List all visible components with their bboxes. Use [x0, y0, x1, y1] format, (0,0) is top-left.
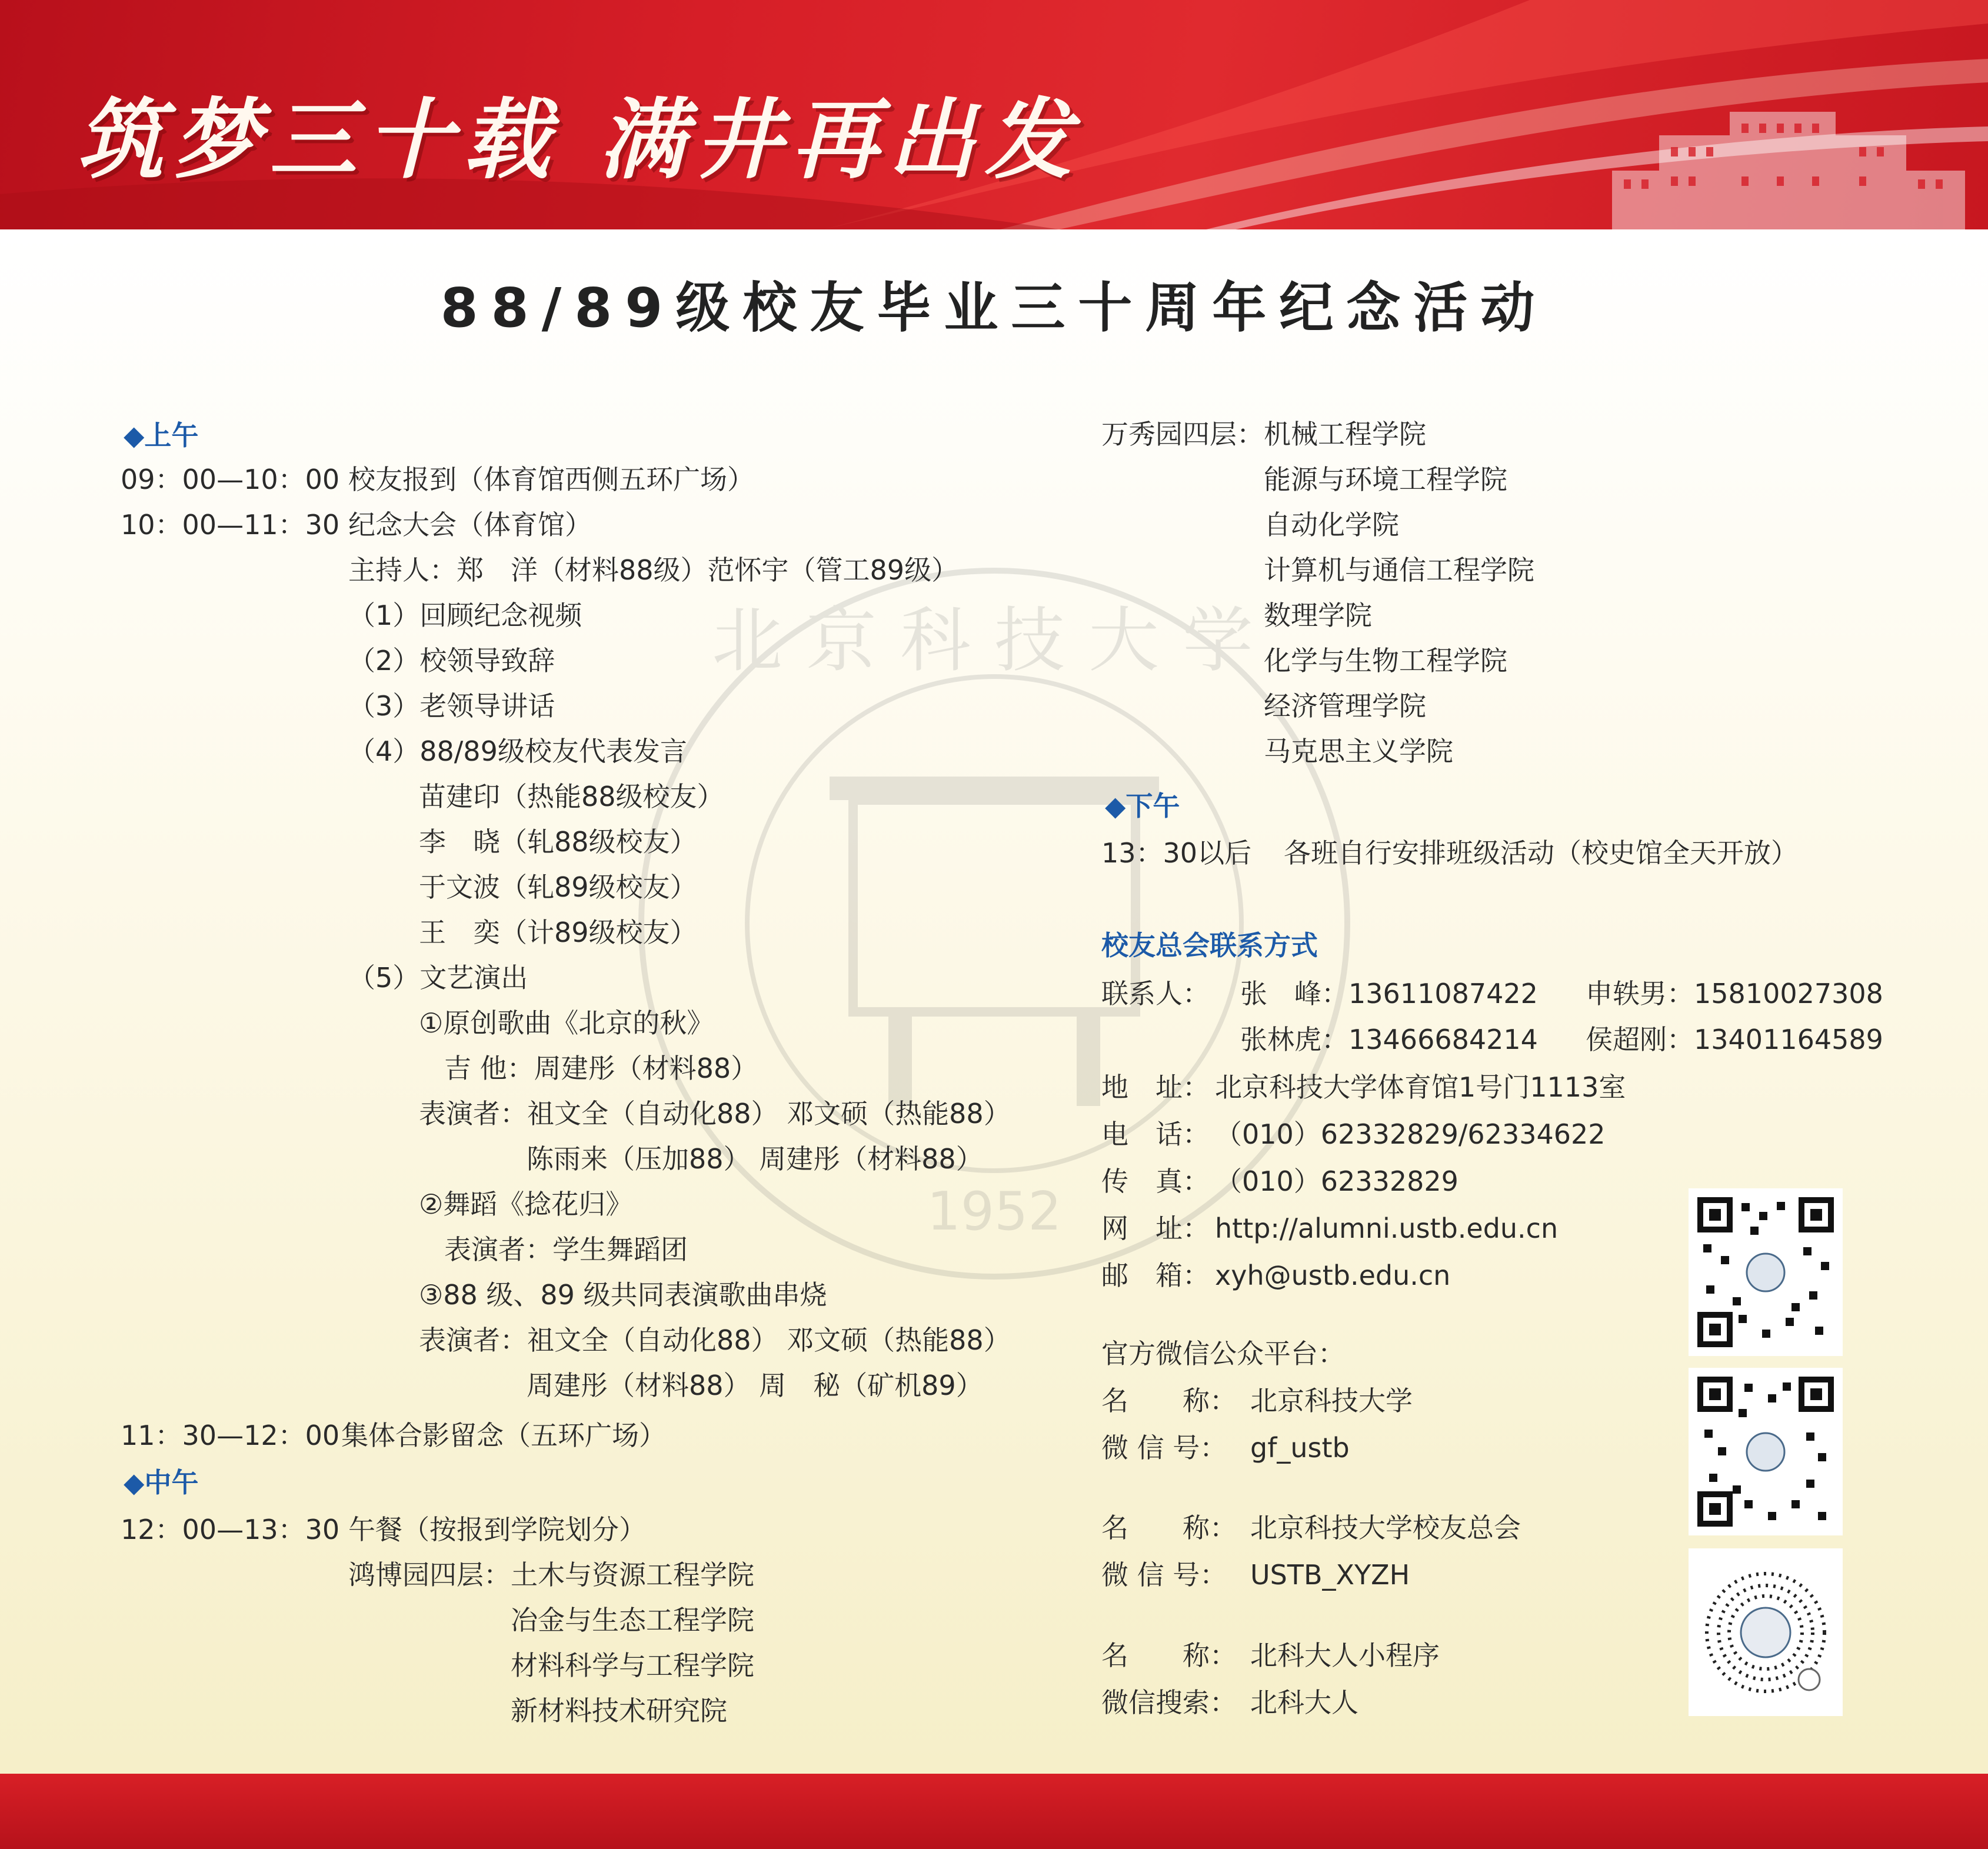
speaker-item: 李 晓（轧88级校友） [419, 826, 697, 858]
seal-text: 北京科技大学 [712, 600, 1277, 682]
show-item: 吉 他：周建彤（材料88） [444, 1052, 758, 1084]
contact-label: 电 话： [1101, 1118, 1210, 1150]
wechat-name-label: 名 称： [1101, 1385, 1237, 1417]
college-item: 经济管理学院 [1264, 690, 1426, 722]
schedule-time: 13：30以后 [1101, 837, 1252, 869]
contact-person: 申轶男：15810027308 [1586, 978, 1883, 1010]
college-item: 新材料技术研究院 [511, 1695, 727, 1727]
contact-person: 张 峰：13611087422 [1240, 978, 1538, 1010]
wechat-name: 北京科技大学校友总会 [1250, 1512, 1521, 1544]
wechat-name: 北科大人小程序 [1250, 1640, 1440, 1671]
speaker-item: 苗建印（热能88级校友） [419, 781, 724, 812]
contact-label: 联系人： [1101, 978, 1210, 1010]
show-item: 周建彤（材料88） 周 秘（矿机89） [527, 1370, 983, 1401]
contact-person: 侯超刚：13401164589 [1586, 1024, 1883, 1055]
college-item: 马克思主义学院 [1264, 735, 1453, 767]
contact-person: 张林虎：13466684214 [1240, 1024, 1538, 1055]
email-link[interactable]: xyh@ustb.edu.cn [1215, 1260, 1451, 1291]
program-item: （3）老领导讲话 [348, 690, 555, 722]
program-item: （1）回顾纪念视频 [348, 599, 582, 631]
college-item: 自动化学院 [1264, 509, 1399, 541]
wechat-id-label: 微 信 号： [1101, 1432, 1227, 1464]
college-item: 计算机与通信工程学院 [1264, 554, 1534, 586]
college-item: 化学与生物工程学院 [1264, 645, 1507, 677]
speaker-item: 王 奕（计89级校友） [419, 917, 697, 948]
qr-code-graphic [1697, 1197, 1834, 1347]
qr-code-icon[interactable] [1689, 1188, 1843, 1356]
wechat-id-label: 微 信 号： [1101, 1559, 1227, 1591]
schedule-time: 11：30—12：00 [121, 1420, 340, 1451]
contact-header: 校友总会联系方式 [1101, 930, 1318, 961]
college-item: 冶金与生态工程学院 [511, 1604, 754, 1636]
schedule-text: 校友报到（体育馆西侧五环广场） [348, 464, 754, 495]
footer-band [0, 1774, 1988, 1849]
show-item: 陈雨来（压加88） 周建彤（材料88） [527, 1143, 983, 1175]
schedule-text: 各班自行安排班级活动（校史馆全天开放） [1284, 837, 1798, 869]
college-item: 数理学院 [1264, 599, 1372, 631]
wechat-name: 北京科技大学 [1250, 1385, 1413, 1417]
fax-value: （010）62332829 [1215, 1165, 1458, 1197]
wechat-name-label: 名 称： [1101, 1512, 1237, 1544]
schedule-time: 10：00—11：30 [121, 509, 340, 541]
college-item: 材料科学与工程学院 [511, 1650, 754, 1681]
banner-slogan: 筑梦三十载 满井再出发 [76, 88, 1081, 191]
morning-header: ◆上午 [124, 419, 199, 451]
wechat-id: 北科大人 [1250, 1687, 1358, 1718]
wechat-id: gf_ustb [1250, 1432, 1350, 1464]
wechat-name-label: 名 称： [1101, 1640, 1237, 1671]
university-building-icon [1600, 100, 1977, 229]
speaker-item: 于文波（轧89级校友） [419, 871, 697, 903]
noon-header: ◆中午 [124, 1467, 199, 1498]
college-item: 土木与资源工程学院 [511, 1559, 754, 1591]
show-item: 表演者：学生舞蹈团 [444, 1234, 688, 1265]
wechat-id: USTB_XYZH [1250, 1559, 1410, 1591]
contact-label: 传 真： [1101, 1165, 1210, 1197]
address-value: 北京科技大学体育馆1号门1113室 [1215, 1071, 1626, 1103]
phone-value: （010）62332829/62334622 [1215, 1118, 1606, 1150]
header-banner [0, 0, 1988, 229]
qr-code-icon[interactable] [1689, 1368, 1843, 1535]
college-item: 能源与环境工程学院 [1264, 464, 1507, 495]
venue-label: 鸿博园四层： [348, 1559, 511, 1591]
program-item: （5）文艺演出 [348, 962, 528, 994]
show-item: ②舞蹈《捻花归》 [419, 1188, 633, 1220]
program-item: （4）88/89级校友代表发言 [348, 735, 687, 767]
mini-program-code-icon[interactable] [1689, 1548, 1843, 1716]
schedule-time: 12：00—13：30 [121, 1514, 340, 1545]
website-link[interactable]: http://alumni.ustb.edu.cn [1215, 1212, 1559, 1244]
host-line: 主持人：郑 洋（材料88级）范怀宇（管工89级） [348, 554, 959, 586]
qr-code-graphic [1697, 1377, 1834, 1527]
schedule-text: 午餐（按报到学院划分） [348, 1514, 646, 1545]
show-item: ①原创歌曲《北京的秋》 [419, 1007, 714, 1039]
schedule-time: 09：00—10：00 [121, 464, 340, 495]
show-item: 表演者：祖文全（自动化88） 邓文硕（热能88） [419, 1098, 1011, 1130]
page-title: 88/89级校友毕业三十周年纪念活动 [440, 276, 1548, 339]
show-item: ③88 级、89 级共同表演歌曲串烧 [419, 1279, 827, 1311]
mini-program-code-graphic [1697, 1557, 1834, 1707]
show-item: 表演者：祖文全（自动化88） 邓文硕（热能88） [419, 1324, 1011, 1356]
diamond-bullet-icon: ◆ [124, 1467, 145, 1498]
venue-label: 万秀园四层： [1101, 418, 1264, 450]
wechat-id-label: 微信搜索： [1101, 1687, 1237, 1718]
contact-label: 地 址： [1101, 1071, 1210, 1103]
diamond-bullet-icon: ◆ [124, 419, 145, 451]
contact-label: 邮 箱： [1101, 1260, 1210, 1291]
seal-year: 1952 [927, 1181, 1062, 1242]
diamond-bullet-icon: ◆ [1105, 790, 1126, 822]
wechat-header: 官方微信公众平台： [1101, 1338, 1345, 1370]
contact-label: 网 址： [1101, 1212, 1210, 1244]
schedule-text: 纪念大会（体育馆） [348, 509, 592, 541]
college-item: 机械工程学院 [1264, 418, 1426, 450]
program-item: （2）校领导致辞 [348, 645, 555, 677]
schedule-text: 集体合影留念（五环广场） [341, 1420, 666, 1451]
afternoon-header: ◆下午 [1105, 790, 1180, 822]
